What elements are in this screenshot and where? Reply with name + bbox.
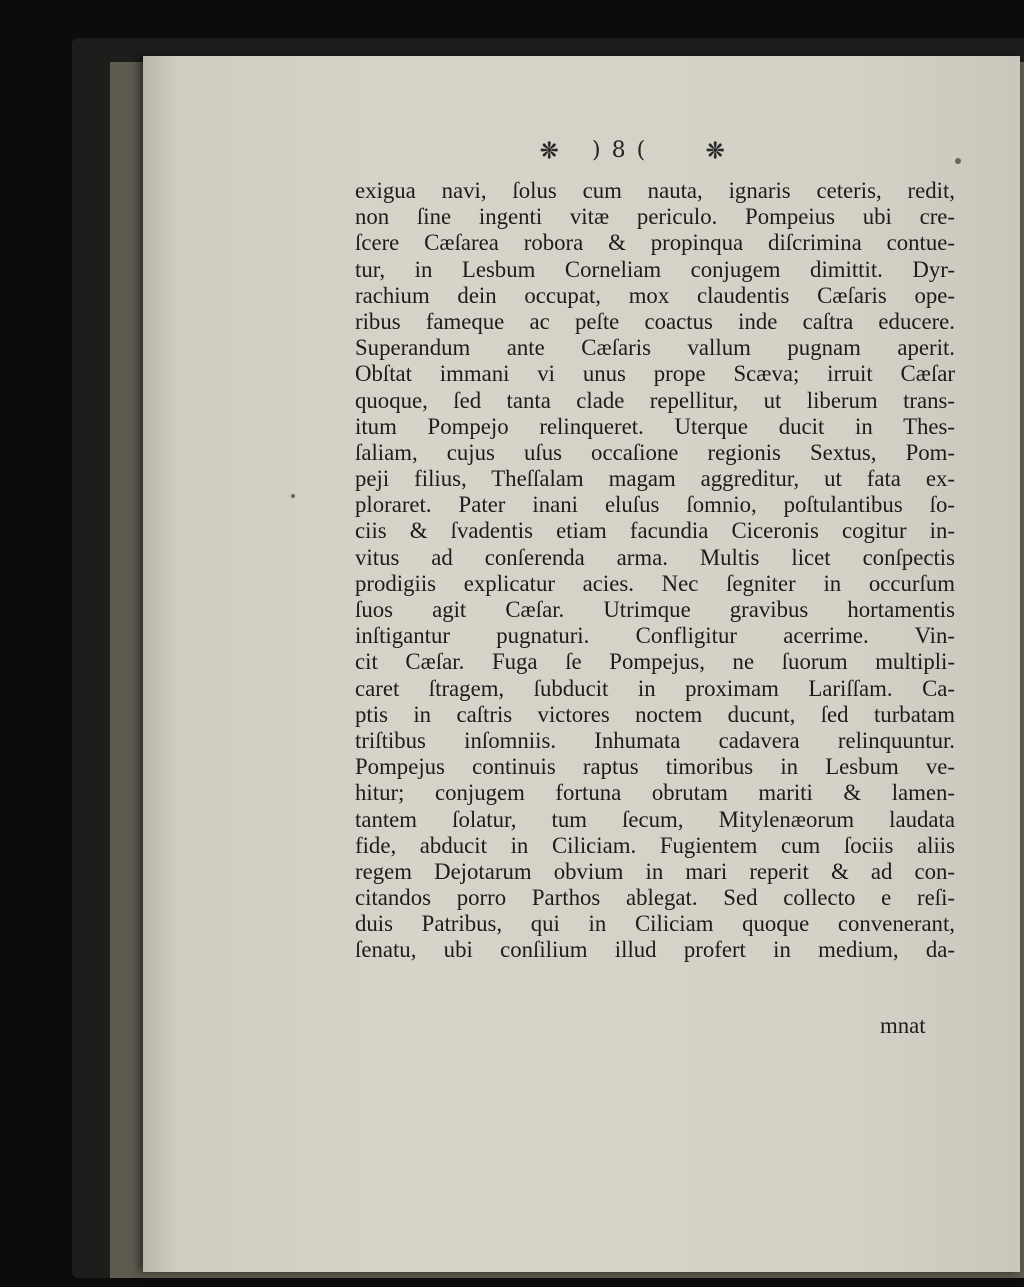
text-line: ribus fameque ac peſte coactus inde caſtra educere. [355,308,955,334]
text-line: rachium dein occupat, mox claudentis Cæſaris ope- [355,282,955,308]
text-line: ſenatu, ubi conſilium illud profert in medium, da- [355,937,955,963]
ornament-icon: ❊ [540,138,561,164]
text-line: Pompejus continuis raptus timoribus in Lesbum ve- [355,754,955,780]
paper-speck [955,158,961,164]
text-line: peji filius, Theſſalam magam aggreditur, ut fata ex- [355,466,955,492]
text-line: non ſine ingenti vitæ periculo. Pompeius ubi cre- [355,204,955,230]
text-line: fide, abducit in Ciliciam. Fugientem cum ſociis aliis [355,832,955,858]
text-line: ſcere Cæſarea robora & propinqua diſcrimina contue- [355,230,955,256]
text-line: tur, in Lesbum Corneliam conjugem dimittit. Dyr- [355,256,955,282]
text-line: triſtibus inſomniis. Inhumata cadavera relinquuntur. [355,727,955,753]
text-line: caret ſtragem, ſubducit in proximam Lariſſam. Ca- [355,675,955,701]
text-line: duis Patribus, qui in Ciliciam quoque convenerant, [355,911,955,937]
text-line: quoque, ſed tanta clade repellitur, ut liberum trans- [355,387,955,413]
text-line: ſaliam, cujus uſus occaſione regionis Sextus, Pom- [355,439,955,465]
text-line: exigua navi, ſolus cum nauta, ignaris ceteris, redit, [355,178,955,203]
text-line: tantem ſolatur, tum ſecum, Mitylenæorum laudata [355,806,955,832]
text-line: Obſtat immani vi unus prope Scæva; irruit Cæſar [355,361,955,387]
text-line: Superandum ante Cæſaris vallum pugnam aperit. [355,335,955,361]
text-line: cit Cæſar. Fuga ſe Pompejus, ne ſuorum multipli- [355,649,955,675]
text-line: vitus ad conſerenda arma. Multis licet conſpectis [355,544,955,570]
text-line: citandos porro Parthos ablegat. Sed collecto e reſi- [355,885,955,911]
catchword: mnat [880,1013,926,1038]
text-line: itum Pompejo relinqueret. Uterque ducit in Thes- [355,413,955,439]
text-line: regem Dejotarum obvium in mari reperit & ad con- [355,858,955,884]
page-number: ) 8 ( [592,138,648,163]
ornament-icon: ❊ [706,138,727,164]
text-line: hitur; conjugem fortuna obrutam mariti & lamen- [355,780,955,806]
text-line: prodigiis explicatur acies. Nec ſegniter in occurſum [355,570,955,596]
text-line: inſtigantur pugnaturi. Confligitur acerrime. Vin- [355,623,955,649]
text-line: ſuos agit Cæſar. Utrimque gravibus hortamentis [355,597,955,622]
text-line: ciis & ſvadentis etiam facundia Ciceronis cogitur in- [355,518,955,544]
paper-speck [291,494,295,498]
body-text [355,178,955,964]
text-line: ploraret. Pater inani eluſus ſomnio, poſtulantibus ſo- [355,492,955,518]
text-line: ptis in caſtris victores noctem ducunt, ſed turbatam [355,701,955,727]
page-header [540,136,740,176]
